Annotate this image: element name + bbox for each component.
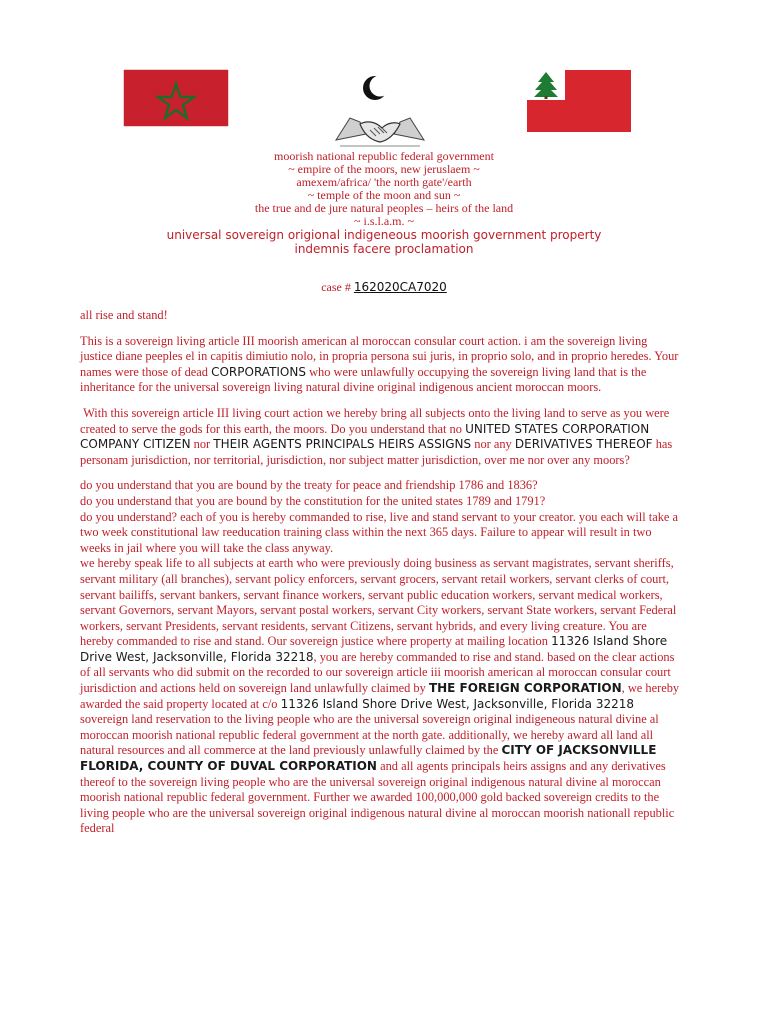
paragraph-text: do you understand that you are bound by the constitution for the united states 1789 and 1791? <box>80 493 546 508</box>
paragraph <box>80 406 680 468</box>
document-header <box>100 150 668 256</box>
address-text: 11326 Island Shore Drive West, Jacksonville, Florida 32218 <box>80 634 668 664</box>
handshake-emblem-icon <box>330 110 430 150</box>
paragraph-text: This is a sovereign living article III moorish american al moroccan consular court action. i am the sovereign living justice diane peeples el in capitis dimiutio nolo, in propria persona sui juris, in proprio solo, and in proprio heredes. Your names were those of dead <box>80 333 679 379</box>
emphasis-text: THEIR AGENTS PRINCIPALS HEIRS ASSIGNS <box>213 437 472 452</box>
address-text: 11326 Island Shore Drive West, Jacksonville, Florida 32218 <box>280 696 635 711</box>
header-line: the true and de jure natural peoples – heirs of the land <box>254 201 514 215</box>
paragraph-text: sovereign land reservation to the living people who are the universal sovereign original indigeneous natural divine al moroccan moorish national republic federal government at the north gate. additionally, we hereby award all land all natural resources and all commerce at the land previously unlawfully claimed by the <box>80 712 659 758</box>
header-line: universal sovereign origional indigeneous moorish government property <box>166 228 602 242</box>
paragraph-text: nor <box>193 437 211 452</box>
flag-canton <box>527 70 565 100</box>
paragraph <box>80 494 680 510</box>
header-line: indemnis facere proclamation <box>294 242 474 256</box>
paragraph-text: , you are hereby commanded to rise and stand. based on the clear actions of all servants who did submit on the recorded to our sovereign article iii moorish american al moroccan consular court jurisdiction and actions held on sovereign land unlawfully claimed by <box>80 649 675 696</box>
pine-tree-icon <box>527 70 565 100</box>
header-line: ~ temple of the moon and sun ~ <box>307 188 461 202</box>
paragraph <box>80 478 680 494</box>
emphasis-text: DERIVATIVES THEREOF <box>514 437 653 452</box>
header-line: ~ i.s.l.a.m. ~ <box>354 214 414 228</box>
paragraph-text: we hereby speak life to all subjects at earth who were previously doing business as servant magistrates, servant sheriffs, servant military (all branches), servant policy enforcers, servant grocers, servant retail workers, servant clerks of court, servant bailiffs, servant bankers, servant finance workers, servant public education workers, servant medical workers, servant Governors, servant Mayors, servant postal workers, servant City workers, servant State workers, servant Federal workers, servant Presidents, servant residents, servant Citizens, servant hybrids, and every living creature. You are hereby commanded to rise and stand. Our sovereign justice where property at mailing location <box>80 556 677 649</box>
pine-tree-flag-image <box>527 70 631 132</box>
emphasis-text: CORPORATIONS <box>211 364 306 379</box>
emphasis-text: THE FOREIGN CORPORATION <box>428 681 622 696</box>
paragraph <box>80 334 680 396</box>
paragraph-text: and all agents principals heirs assigns and any derivatives thereof to the sovereign living people who are the universal sovereign original indigenous natural divine al moroccan moorish national republic federal government. Further we awarded 100,000,000 gold backed sovereign credits to the living people who are the universal sovereign original indigenous natural divine al moroccan moorish nationall republic federal <box>80 759 675 836</box>
paragraph <box>80 308 680 324</box>
case-number-line <box>0 280 768 295</box>
moroccan-flag-image <box>124 70 228 126</box>
paragraph-text: With this sovereign article III living court action we hereby bring all subjects onto the living land to serve as you were created to serve the gods for this earth, the moors. Do you understand that no <box>80 405 670 436</box>
header-line: moorish national republic federal government <box>274 149 494 163</box>
document-body <box>80 308 680 847</box>
case-label: case # <box>321 280 351 294</box>
paragraph-text: do you understand? each of you is hereby commanded to rise, live and stand servant to your creator. you each will take a two week constitutional law reeducation training class within the next 365 days. Failure to appear will result in two weeks in jail where you will take the class anyway. <box>80 509 678 555</box>
emphasis-text: UNITED STATES CORPORATION COMPANY CITIZEN <box>80 421 650 452</box>
header-line: amexem/africa/ 'the north gate'/earth <box>296 175 472 189</box>
paragraph-text: do you understand that you are bound by the treaty for peace and friendship 1786 and 1836? <box>80 478 538 493</box>
emphasis-text: CITY OF JACKSONVILLE FLORIDA, COUNTY OF DUVAL CORPORATION <box>80 743 657 774</box>
paragraph-text: nor any <box>474 437 512 452</box>
paragraph-text: who were unlawfully occupying the sovereign living land that is the inheritance for the universal sovereign living natural divine original indigenous ancient moroccan moors. <box>80 364 647 395</box>
paragraph-text: , we hereby awarded the said property located at c/o <box>80 681 680 711</box>
pentagram-star-icon <box>124 70 228 126</box>
paragraph-text: has personam jurisdiction, nor territorial, jurisdiction, nor subject matter jurisdiction, over me nor over any moors? <box>80 437 673 467</box>
paragraph <box>80 510 680 557</box>
case-number: 162020CA7020 <box>353 280 447 294</box>
crescent-moon-icon <box>360 73 390 103</box>
header-line: ~ empire of the moors, new jeruslaem ~ <box>288 162 480 176</box>
paragraph <box>80 556 680 837</box>
paragraph-text: all rise and stand! <box>80 308 168 322</box>
